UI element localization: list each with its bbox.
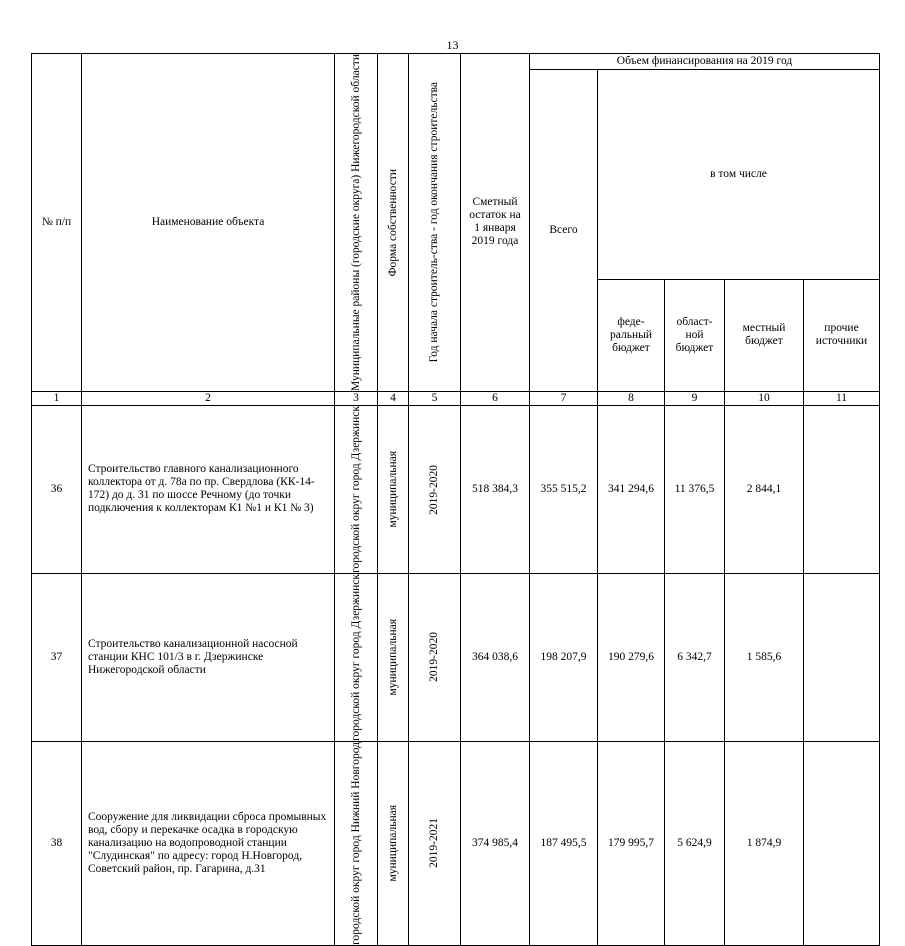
header-local [725, 279, 804, 391]
table-row [32, 405, 880, 573]
row-local: 1 585,6 [725, 573, 804, 741]
row-local: 2 844,1 [725, 405, 804, 573]
row-total: 187 495,5 [530, 741, 598, 945]
row-district-text: городской округ город Нижний Новгород [349, 741, 362, 945]
row-federal: 190 279,6 [598, 573, 665, 741]
header-district [335, 54, 378, 392]
header-local-text: местный бюджет [742, 322, 786, 348]
index-cell: 6 [461, 391, 530, 405]
financing-table [31, 53, 880, 946]
row-name: Строительство канализационной насосной станции КНС 101/3 в г. Дзержинске Нижегородской области [82, 573, 335, 741]
table-row [32, 573, 880, 741]
row-district-text: городской округ город Дзержинск [349, 405, 362, 573]
row-years-text: 2019-2021 [428, 818, 441, 869]
row-district [335, 741, 378, 945]
index-cell: 5 [409, 391, 461, 405]
row-num: 38 [32, 741, 82, 945]
row-total: 355 515,2 [530, 405, 598, 573]
header-years [409, 54, 461, 392]
row-ownership [378, 573, 409, 741]
header-years-text: Год начала строитель-ства - год окончания строительства [428, 82, 441, 363]
row-years [409, 573, 461, 741]
header-federal [598, 279, 665, 391]
page-number: 13 [446, 38, 459, 52]
row-years-text: 2019-2020 [428, 464, 441, 515]
row-district [335, 573, 378, 741]
index-cell: 7 [530, 391, 598, 405]
index-cell: 3 [335, 391, 378, 405]
index-cell: 1 [32, 391, 82, 405]
row-district-text: городской округ город Дзержинск [349, 573, 362, 741]
row-ownership-text: муниципальная [386, 451, 399, 528]
header-regional-text: област-ной бюджет [675, 315, 714, 354]
header-total: Всего [530, 70, 598, 392]
row-name: Строительство главного канализационного коллектора от д. 78а по пр. Свердлова (КК-14-172) до д. 31 по шоссе Речному (до точки подключения к коллекторам К1 №1 и К1 № 3) [82, 405, 335, 573]
row-remainder: 364 038,6 [461, 573, 530, 741]
header-funding-group: Объем финансирования на 2019 год [530, 54, 880, 70]
table-row [32, 741, 880, 945]
index-cell: 2 [82, 391, 335, 405]
index-row [32, 391, 880, 405]
row-remainder: 374 985,4 [461, 741, 530, 945]
row-remainder: 518 384,3 [461, 405, 530, 573]
header-ownership [378, 54, 409, 392]
row-years [409, 405, 461, 573]
row-federal: 179 995,7 [598, 741, 665, 945]
header-other [804, 279, 880, 391]
index-cell: 9 [665, 391, 725, 405]
header-district-text: Муниципальные районы (городские округа) Нижегородской области [349, 54, 362, 391]
header-remainder [461, 54, 530, 392]
row-other [804, 573, 880, 741]
row-district [335, 405, 378, 573]
header-num: № п/п [32, 54, 82, 392]
header-name: Наименование объекта [82, 54, 335, 392]
row-total: 198 207,9 [530, 573, 598, 741]
row-ownership-text: муниципальная [386, 619, 399, 696]
index-cell: 10 [725, 391, 804, 405]
header-regional [665, 279, 725, 391]
row-years-text: 2019-2020 [428, 632, 441, 683]
index-cell: 4 [378, 391, 409, 405]
row-federal: 341 294,6 [598, 405, 665, 573]
row-ownership-text: муниципальная [386, 804, 399, 882]
row-other [804, 741, 880, 945]
row-regional: 6 342,7 [665, 573, 725, 741]
header-ownership-text: Форма собственности [386, 168, 399, 277]
row-regional: 5 624,9 [665, 741, 725, 945]
header-other-text: прочие источники [815, 322, 868, 348]
row-regional: 11 376,5 [665, 405, 725, 573]
row-local: 1 874,9 [725, 741, 804, 945]
row-years [409, 741, 461, 945]
row-num: 37 [32, 573, 82, 741]
row-ownership [378, 405, 409, 573]
header-remainder-text: Сметный остаток на 1 января 2019 года [469, 196, 521, 248]
row-other [804, 405, 880, 573]
row-num: 36 [32, 405, 82, 573]
index-cell: 11 [804, 391, 880, 405]
index-cell: 8 [598, 391, 665, 405]
header-federal-text: феде-ральный бюджет [610, 315, 652, 354]
row-ownership [378, 741, 409, 945]
header-including-group: в том числе [598, 70, 880, 280]
row-name: Сооружение для ликвидации сброса промывных вод, сбору и перекачке осадка в городскую канализацию на водопроводной станции "Слудинская" по адресу: город Н.Новгород, Советский район, пр. Гагарина, д.31 [82, 741, 335, 945]
